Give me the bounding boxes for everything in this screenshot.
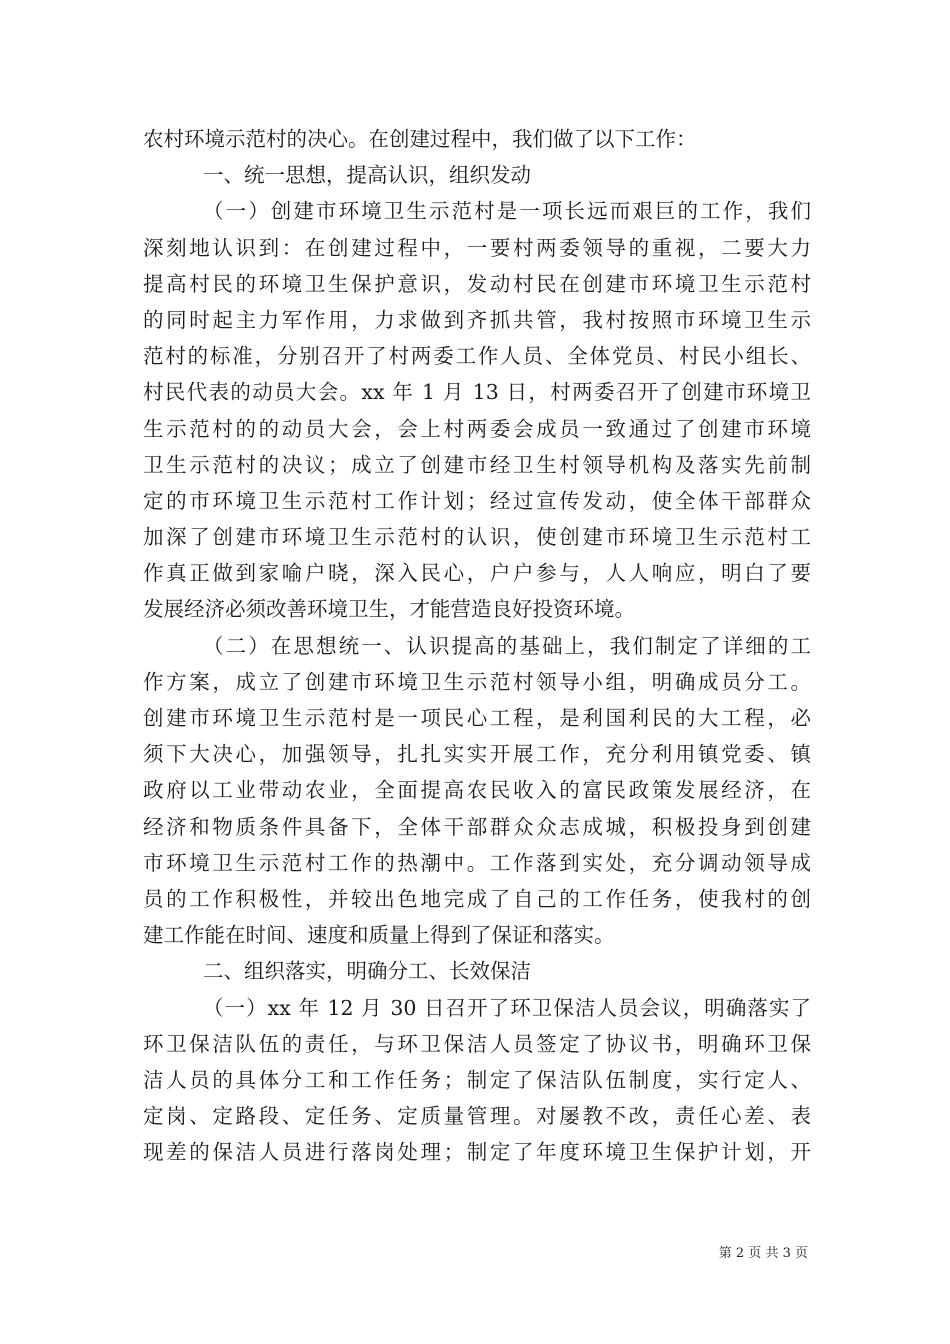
- text-line: 作方案，成立了创建市环境卫生示范村领导小组，明确成员分工。: [143, 669, 811, 694]
- text-line: 政府以工业带动农业，全面提高农民收入的富民政策发展经济，在: [143, 778, 811, 803]
- paragraph-first-line: （二）在思想统一、认识提高的基础上，我们制定了详细的工: [203, 633, 811, 658]
- text-line: 定的市环境卫生示范村工作计划；经过宣传发动，使全体干部群众: [143, 488, 811, 513]
- text-line: 加深了创建市环境卫生示范村的认识，使创建市环境卫生示范村工: [143, 525, 811, 550]
- paragraph-last-line: 建工作能在时间、速度和质量上得到了保证和落实。: [143, 923, 615, 948]
- text-line: 提高村民的环境卫生保护意识，发动村民在创建市环境卫生示范村: [143, 271, 811, 296]
- text-line: 经济和物质条件具备下，全体干部群众众志成城，积极投身到创建: [143, 814, 811, 839]
- text-line: 须下大决心，加强领导，扎扎实实开展工作，充分利用镇党委、镇: [143, 742, 811, 767]
- section-heading: 二、组织落实，明确分工、长效保洁: [203, 959, 531, 984]
- text-line: 范村的标准，分别召开了村两委工作人员、全体党员、村民小组长、: [143, 344, 811, 369]
- paragraph-first-line: （一）xx 年 12 月 30 日召开了环卫保洁人员会议，明确落实了: [203, 995, 811, 1020]
- text-line: 创建市环境卫生示范村是一项民心工程，是利国利民的大工程，必: [143, 706, 811, 730]
- text-line: 员的工作积极性，并较出色地完成了自己的工作任务，使我村的创: [143, 886, 811, 911]
- text-line: 市环境卫生示范村工作的热潮中。工作落到实处，充分调动领导成: [143, 850, 811, 875]
- text-line: 深刻地认识到：在创建过程中，一要村两委领导的重视，二要大力: [143, 235, 811, 260]
- text-line: 卫生示范村的决议；成立了创建市经卫生村领导机构及落实先前制: [143, 452, 811, 477]
- text-line: 的同时起主力军作用，力求做到齐抓共管，我村按照市环境卫生示: [143, 307, 811, 332]
- text-line: 农村环境示范村的决心。在创建过程中，我们做了以下工作：: [143, 127, 697, 151]
- text-line: 生示范村的的动员大会，会上村两委会成员一致通过了创建市环境: [143, 416, 811, 441]
- text-line: 作真正做到家喻户晓，深入民心，户户参与，人人响应，明白了要: [143, 561, 811, 586]
- text-line: 定岗、定路段、定任务、定质量管理。对屡教不改，责任心差、表: [143, 1104, 811, 1129]
- body-text: [143, 121, 811, 1170]
- paragraph-first-line: （一）创建市环境卫生示范村是一项长远而艰巨的工作，我们: [203, 199, 811, 224]
- section-heading: 一、统一思想，提高认识，组织发动: [203, 163, 531, 188]
- paragraph-last-line: 发展经济必须改善环境卫生，才能营造良好投资环境。: [143, 597, 635, 622]
- page-number: 第 2 页 共 3 页: [718, 1246, 808, 1261]
- text-line: 现差的保洁人员进行落岗处理；制定了年度环境卫生保护计划，开: [143, 1140, 811, 1165]
- text-line: 环卫保洁队伍的责任，与环卫保洁人员签定了协议书，明确环卫保: [143, 1031, 811, 1056]
- text-line: 洁人员的具体分工和工作任务；制定了保洁队伍制度，实行定人、: [143, 1067, 811, 1092]
- text-line: 村民代表的动员大会。xx 年 1 月 13 日，村两委召开了创建市环境卫: [143, 380, 811, 405]
